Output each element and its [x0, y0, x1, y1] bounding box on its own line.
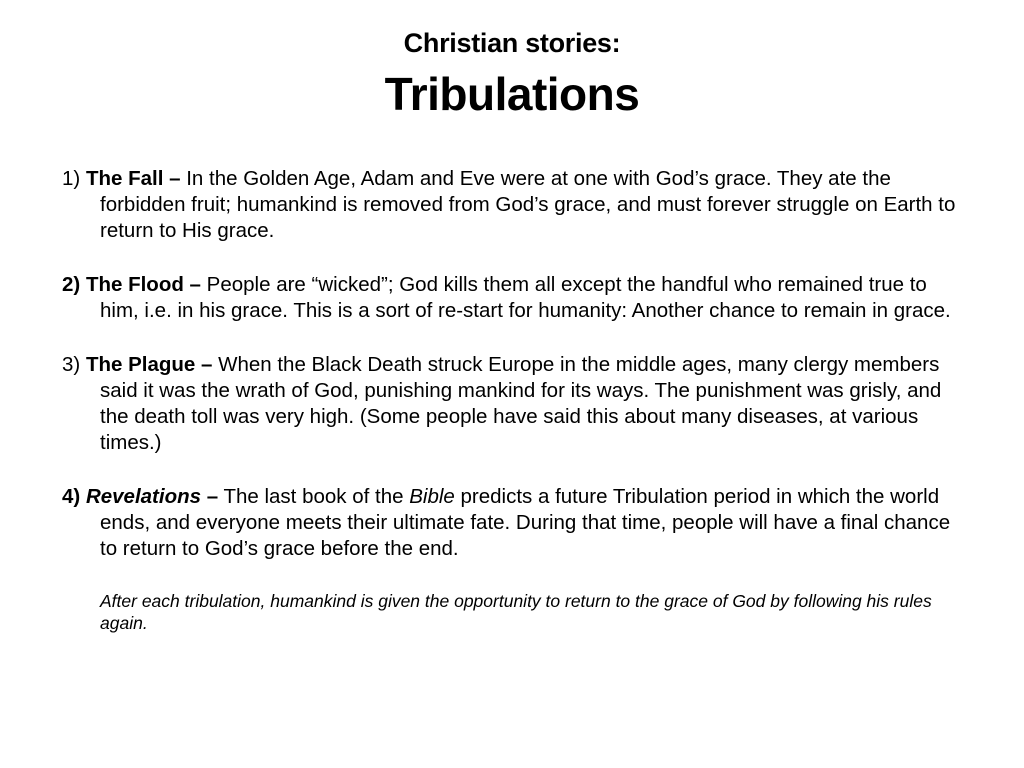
- item-text: In the Golden Age, Adam and Eve were at one with God’s grace. They ate the forbidden fruit; humankind is removed from God’s grace, and must forever struggle on Earth to return to His grace.: [100, 167, 956, 242]
- item-number: 3): [62, 353, 81, 376]
- list-item-plague: [62, 352, 962, 456]
- slide-subtitle: Christian stories:: [403, 28, 621, 58]
- title-block: [0, 26, 1024, 122]
- item-heading: The Plague –: [85, 353, 213, 376]
- item-dash: –: [206, 485, 219, 508]
- list-item-flood: [62, 272, 962, 324]
- item-heading: The Flood –: [85, 273, 201, 296]
- item-heading: Revelations: [85, 485, 202, 508]
- item-text-before: The last book of the: [223, 485, 404, 508]
- item-number: 4): [62, 485, 81, 508]
- slide-title: Tribulations: [384, 68, 640, 120]
- item-text-after: predicts a future Tribulation period in which the world ends, and everyone meets their ultimate fate. During that time, people will have a final chance to return to God’s grace before the end.: [100, 485, 951, 560]
- list-item-revelations: [62, 484, 962, 562]
- list-item-fall: [62, 166, 962, 244]
- item-heading: The Fall –: [85, 167, 181, 190]
- item-number: 2): [62, 273, 81, 296]
- item-text: When the Black Death struck Europe in the middle ages, many clergy members said it was the wrath of God, punishing mankind for its ways. The punishment was grisly, and the death toll was very high. (Some people have said this about many diseases, at various times.): [100, 353, 942, 454]
- item-emphasis: Bible: [409, 485, 455, 508]
- item-number: 1): [62, 167, 81, 190]
- closing-note: After each tribulation, humankind is given the opportunity to return to the grace of God by following his rules again.: [100, 591, 932, 633]
- item-text: People are “wicked”; God kills them all except the handful who remained true to him, i.e. in his grace. This is a sort of re-start for humanity: Another chance to remain in grace.: [100, 273, 951, 322]
- slide-body: [62, 166, 962, 634]
